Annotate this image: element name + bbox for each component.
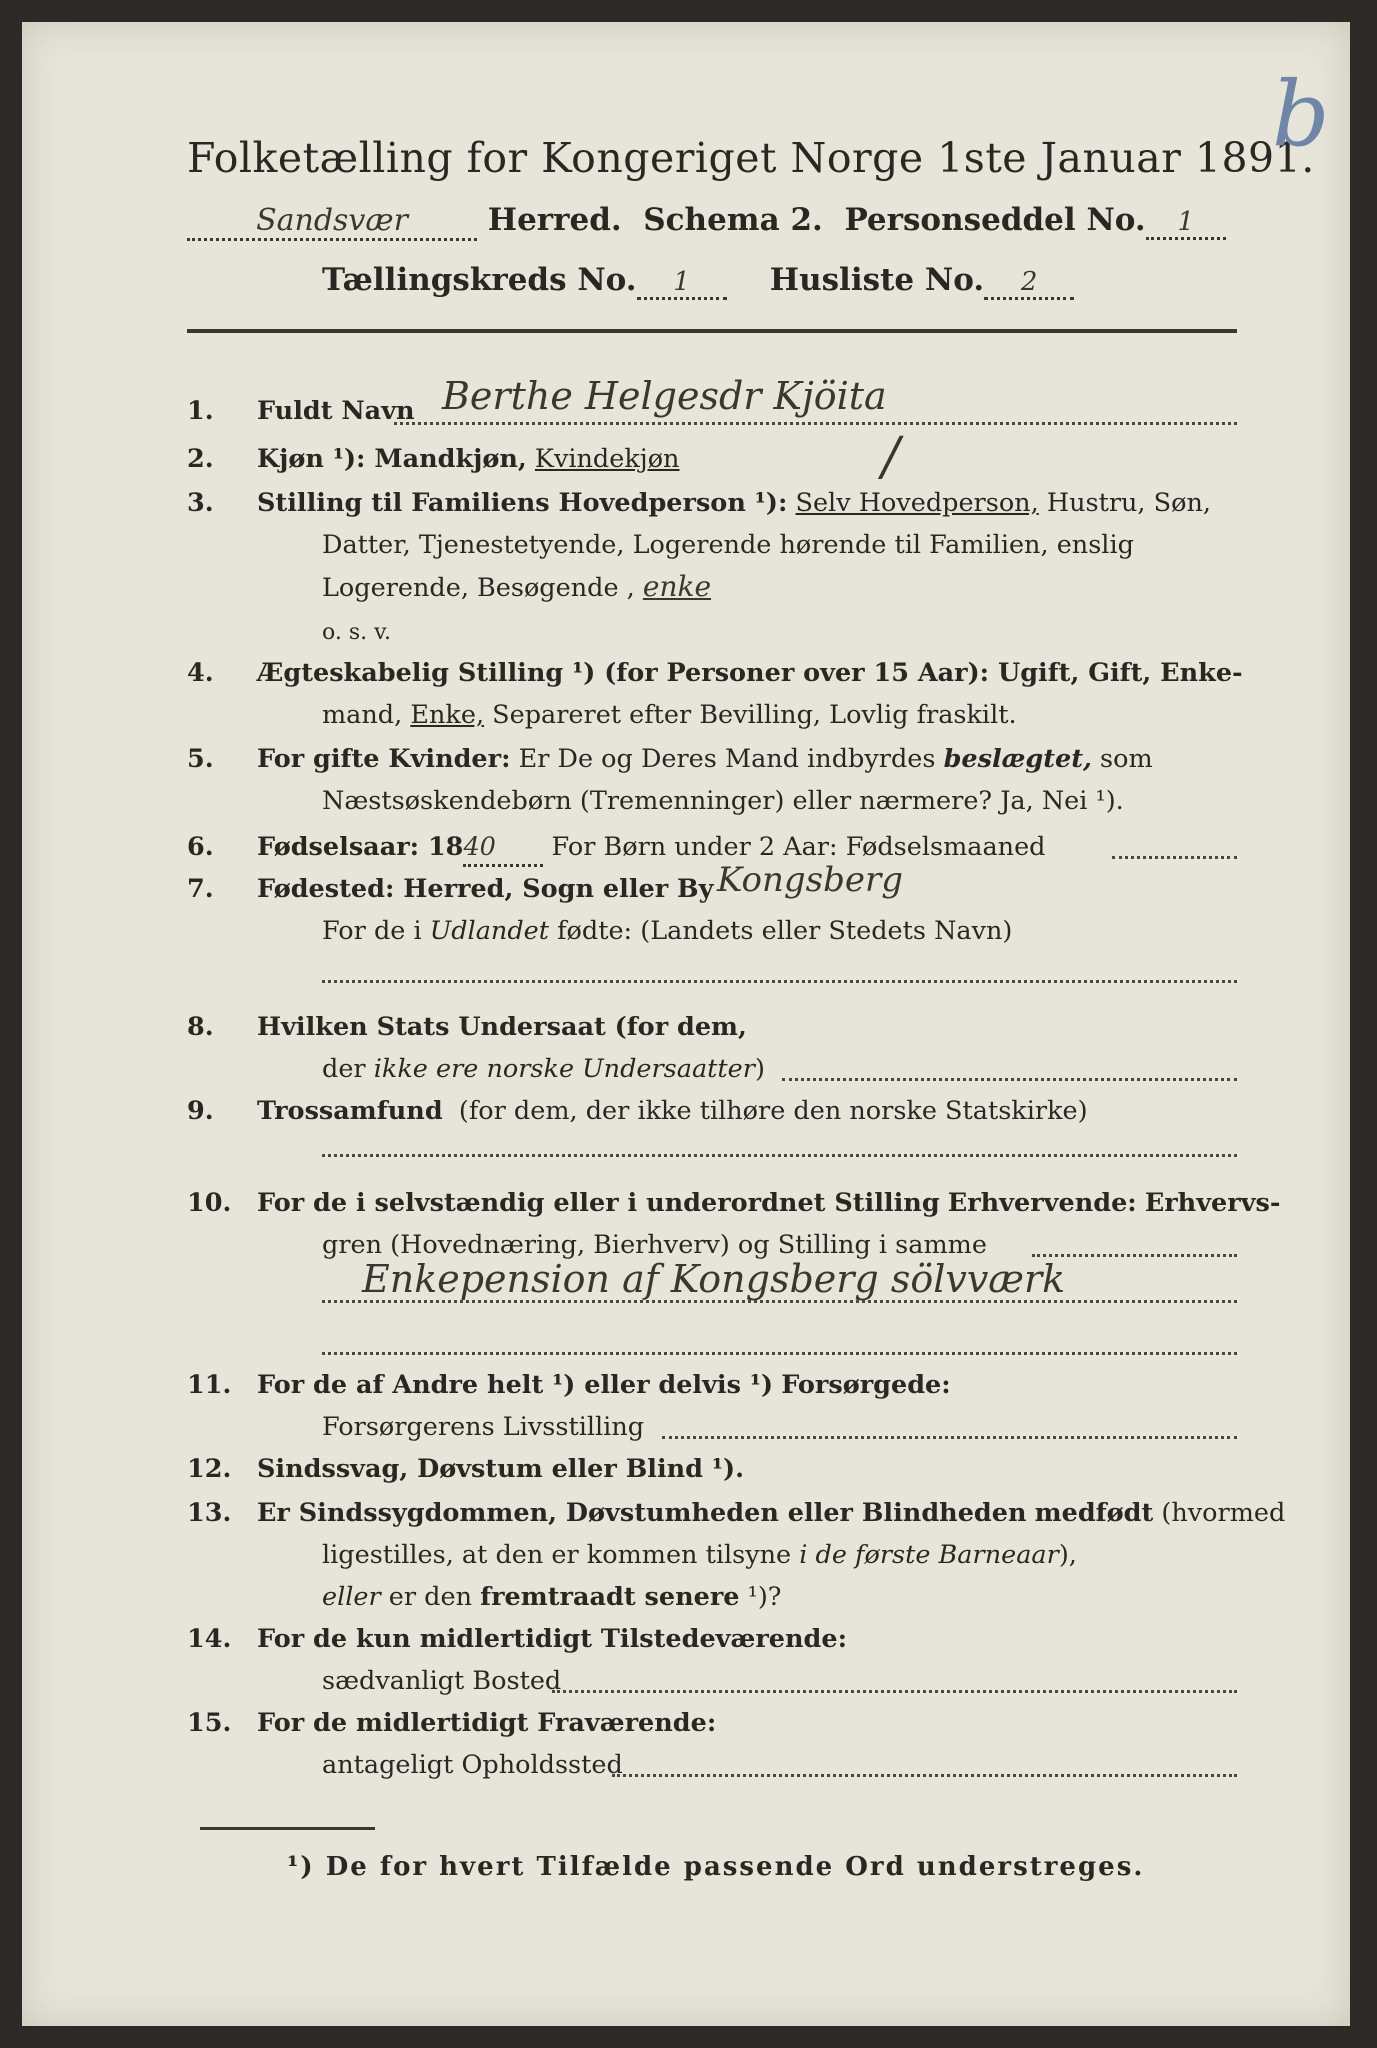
- question-label: Fødested: Herred, Sogn eller By: [257, 874, 714, 904]
- schema-label: Schema 2.: [643, 202, 823, 238]
- question-label: Erhvervs-: [1144, 1188, 1281, 1218]
- answer-line: [662, 1436, 1237, 1439]
- question-label: medfødt: [1034, 1498, 1154, 1528]
- question-number: 12.: [187, 1454, 232, 1484]
- answer-line: [552, 1690, 1237, 1693]
- question-number: 11.: [187, 1370, 232, 1400]
- footnote-rule: [200, 1827, 375, 1830]
- question-10: [187, 1186, 1280, 1220]
- question-text: beslægtet,: [943, 744, 1092, 774]
- question-label: Er Sindssygdommen, Døvstumheden eller Blindheden: [257, 1498, 1027, 1528]
- birth-year-answer: 40: [463, 830, 543, 867]
- header-divider: [187, 329, 1237, 333]
- question-13-line-2: [322, 1538, 1077, 1572]
- question-text: Logerende, Besøgende ,: [322, 573, 635, 603]
- question-3-line-3: [322, 570, 711, 605]
- question-14-line-2: sædvanligt Bosted: [322, 1666, 562, 1696]
- question-label: Sindssvag, Døvstum eller Blind ¹).: [257, 1454, 745, 1484]
- question-3-line-2: Datter, Tjenestetyende, Logerende hørende til Familien, enslig: [322, 530, 1134, 560]
- question-14: [187, 1622, 847, 1656]
- question-label: For de af Andre helt ¹) eller delvis ¹): [257, 1370, 774, 1400]
- husliste-value: 2: [984, 267, 1074, 300]
- question-text: ): [754, 1054, 765, 1084]
- kreds-label: Tællingskreds No.: [322, 262, 637, 298]
- question-text: (hvormed: [1161, 1498, 1286, 1528]
- question-text: For de i: [322, 916, 422, 946]
- question-1: [187, 394, 415, 428]
- question-label: Fødselsaar: 18: [257, 832, 464, 862]
- question-number: 7.: [187, 874, 214, 904]
- personseddel-value: 1: [1146, 207, 1226, 240]
- question-text: Er De og Deres Mand indbyrdes: [518, 744, 936, 774]
- question-number: 6.: [187, 832, 214, 862]
- question-15-line-2: antageligt Opholdssted: [322, 1750, 623, 1780]
- question-6: [187, 830, 1046, 867]
- birthplace-answer: Kongsberg: [717, 860, 903, 900]
- question-2: [187, 442, 679, 476]
- census-form-sheet: [22, 22, 1350, 2026]
- question-text: mand,: [322, 700, 403, 730]
- question-label: Hvilken Stats Undersaat (for dem,: [257, 1012, 747, 1042]
- husliste-label: Husliste No.: [769, 262, 985, 298]
- question-4-line-2: [322, 698, 1017, 732]
- position-option-selected: Selv Hovedperson,: [795, 488, 1039, 518]
- answer-line: [322, 980, 1237, 983]
- question-text: fødte: (Landets eller Stedets Navn): [557, 916, 1013, 946]
- question-number: 8.: [187, 1012, 214, 1042]
- question-number: 15.: [187, 1708, 232, 1738]
- header-line-herred: [187, 202, 1226, 241]
- gender-mark: /: [882, 427, 900, 487]
- question-label: Stilling til Familiens Hovedperson ¹):: [257, 488, 788, 518]
- question-label: Ægteskabelig Stilling ¹) (for Personer over 15 Aar): Ugift, Gift, Enke-: [257, 658, 1243, 688]
- herred-label: Herred.: [487, 202, 622, 238]
- question-10-line-2: gren (Hovednæring, Bierhverv) og Stilling i samme: [322, 1230, 987, 1260]
- question-number: 1.: [187, 396, 214, 426]
- question-text: For Børn under 2 Aar: Fødselsmaaned: [551, 832, 1046, 862]
- header-line-kreds: [322, 262, 1074, 300]
- question-text: ligestilles, at den er kommen tilsyne: [322, 1540, 792, 1570]
- question-label: For gifte Kvinder:: [257, 744, 511, 774]
- question-7: [187, 872, 713, 906]
- question-12: [187, 1452, 744, 1486]
- answer-line: [612, 1774, 1237, 1777]
- corner-mark: b: [1272, 62, 1330, 167]
- question-text: Hustru, Søn,: [1046, 488, 1211, 518]
- question-text: (for dem, der ikke tilhøre den norske Statskirke): [458, 1096, 1088, 1126]
- question-text: i de første Barneaar: [799, 1540, 1059, 1570]
- full-name-answer: Berthe Helgesdr Kjöita: [442, 374, 887, 418]
- question-3-line-4: o. s. v.: [322, 620, 391, 645]
- question-15: [187, 1706, 716, 1740]
- question-3: [187, 486, 1211, 520]
- question-label: Erhvervende:: [947, 1188, 1137, 1218]
- marital-option-selected: Enke,: [410, 700, 485, 730]
- answer-line: [322, 1154, 1237, 1157]
- question-4: [187, 656, 1243, 690]
- gender-option-selected: Kvindekjøn: [534, 444, 680, 474]
- question-text: ikke ere norske Undersaatter: [373, 1054, 755, 1084]
- herred-value: Sandsvær: [187, 203, 477, 241]
- question-number: 2.: [187, 444, 214, 474]
- position-answer: enke: [642, 570, 712, 603]
- question-5-line-2: Næstsøskendebørn (Tremenninger) eller nærmere? Ja, Nei ¹).: [322, 786, 1124, 816]
- question-text: ),: [1058, 1540, 1077, 1570]
- answer-line: [322, 1300, 1237, 1303]
- question-8-line-2: [322, 1052, 765, 1086]
- answer-line: [394, 422, 1237, 425]
- answer-line: [782, 1078, 1237, 1081]
- question-11: [187, 1368, 951, 1402]
- question-text: som: [1100, 744, 1153, 774]
- question-label: Forsørgede:: [781, 1370, 951, 1400]
- question-13-line-3: [322, 1580, 781, 1614]
- question-number: 9.: [187, 1096, 214, 1126]
- occupation-answer: Enkepension af Kongsberg sölvværk: [362, 1257, 1066, 1301]
- question-13: [187, 1496, 1285, 1530]
- question-label: For de i selvstændig eller i underordnet Stilling: [257, 1188, 940, 1218]
- question-label: For de midlertidigt Fraværende:: [257, 1708, 717, 1738]
- footnote: ¹) De for hvert Tilfælde passende Ord understreges.: [287, 1852, 1145, 1882]
- question-text: fremtraadt senere: [480, 1582, 740, 1612]
- question-label: Trossamfund: [257, 1096, 443, 1126]
- question-text: Udlandet: [429, 916, 549, 946]
- question-5: [187, 742, 1153, 776]
- question-number: 5.: [187, 744, 214, 774]
- answer-line: [1112, 856, 1237, 859]
- question-number: 3.: [187, 488, 214, 518]
- question-text: ¹)?: [747, 1582, 782, 1612]
- question-9: [187, 1094, 1088, 1128]
- answer-line: [322, 1352, 1237, 1355]
- question-label: Fuldt Navn: [257, 396, 415, 426]
- form-title: Folketælling for Kongeriget Norge 1ste Januar 1891.: [187, 134, 1315, 182]
- question-7-line-2: [322, 914, 1012, 948]
- question-label: Kjøn ¹): Mandkjøn,: [257, 444, 527, 474]
- question-text: eller: [322, 1582, 381, 1612]
- question-text: der: [322, 1054, 366, 1084]
- question-number: 10.: [187, 1188, 232, 1218]
- question-8: [187, 1010, 747, 1044]
- question-number: 14.: [187, 1624, 232, 1654]
- personseddel-label: Personseddel No.: [844, 202, 1146, 238]
- question-text: Separeret efter Bevilling, Lovlig fraskilt.: [492, 700, 1017, 730]
- question-number: 13.: [187, 1498, 232, 1528]
- kreds-value: 1: [637, 267, 727, 300]
- question-11-line-2: Forsørgerens Livsstilling: [322, 1412, 645, 1442]
- question-text: er den: [388, 1582, 473, 1612]
- question-label: For de kun midlertidigt Tilstedeværende:: [257, 1624, 848, 1654]
- question-number: 4.: [187, 658, 214, 688]
